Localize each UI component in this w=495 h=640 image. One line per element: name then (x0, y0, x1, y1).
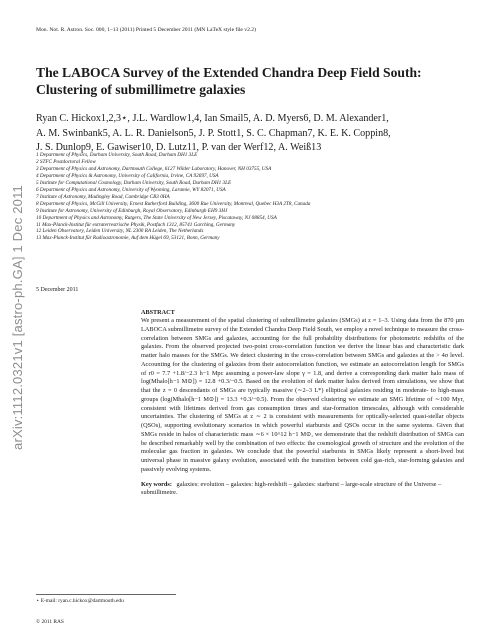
affiliation-2: 2 STFC Postdoctoral Fellow (36, 158, 96, 165)
affiliation-12: 12 Leiden Observatory, Leiden University, NL 2300 RA Leiden, The Netherlands (36, 228, 204, 235)
authors-line-2: A. M. Swinbank5, A. L. R. Danielson5, J. P. Stott1, S. C. Chapman7, K. E. K. Coppin8, (36, 127, 391, 139)
abstract-section (141, 309, 464, 498)
authors-line-1: Ryan C. Hickox1,2,3⋆, J.L. Wardlow1,4, Ian Smail5, A. D. Myers6, D. M. Alexander1, (36, 113, 389, 124)
keywords-text: galaxies: evolution – galaxies: high-redshift – galaxies: starburst – large-scale structure of the Universe – submillimetre. (141, 480, 442, 497)
abstract-body: We present a measurement of the spatial clustering of submillimetre galaxies (SMGs) at z = 1–3. Using data from the 870 µm LABOCA submillimetre survey of the Extended Chandra Deep Field South, we employ a novel technique to measure the cross-correlation between SMGs and galaxies, accounting for the full probability distributions for photometric redshifts of the galaxies. From the observed projected two-point cross-correlation function we derive the linear bias and characteristic dark matter halo masses for the SMGs. We detect clustering in the cross-correlation between SMGs and galaxies at the > 4σ level. Accounting for the clustering of galaxies from their autocorrelation function, we estimate an autocorrelation length for SMGs of r0 = 7.7 +1.8/−2.3 h−1 Mpc assuming a power-law slope γ = 1.8, and derive a corresponding dark matter halo mass of log(Mhalo[h−1 M⊙]) = 12.8 +0.3/−0.5. Based on the evolution of dark matter halos derived from simulations, we show that that the z = 0 descendants of SMGs are typically massive (∼2–3 L*) elliptical galaxies residing in moderate- to high-mass groups (log(Mhalo[h−1 M⊙]) = 13.3 +0.3/−0.5). From the observed clustering we estimate an SMG lifetime of ∼100 Myr, consistent with lifetimes derived from gas consumption times and star-formation timescales, although with considerable uncertainties. The clustering of SMGs at z ∼ 2 is consistent with measurements for optically-selected quasi-stellar objects (QSOs), supporting evolutionary scenarios in which powerful starbursts and QSOs occur in the same systems. Given that SMGs reside in halos of characteristic mass ∼6 × 10^12 h−1 M⊙, we demonstrate that the redshift distribution of SMGs can be described remarkably well by the combination of two effects: the cosmological growth of structure and the evolution of the molecular gas fraction in galaxies. We conclude that the powerful starbursts in SMGs likely represent a short-lived but universal phase in massive galaxy evolution, associated with the transition between cold gas-rich, star-forming galaxies and passively evolving systems. (141, 317, 464, 473)
affiliation-11: 11 Max-Planck-Institut für extraterrestrische Physik, Postfach 1312, 85741 Garching, Germany (36, 221, 236, 228)
publication-date: 5 December 2011 (36, 287, 79, 293)
affiliation-1: 1 Department of Physics, Durham University, South Road, Durham DH1 3LE (36, 152, 198, 158)
affiliation-4: 4 Department of Physics & Astronomy, University of California, Irvine, CA 92697, USA (36, 172, 219, 179)
footnote-rule (36, 594, 176, 595)
affiliation-5: 5 Institute for Computational Cosmology, Durham University, South Road, Durham DH1 3LE (36, 179, 232, 186)
affiliation-3: 3 Department of Physics and Astronomy, Dartmouth College, 6127 Wilder Laboratory, Hanover, NH 03755, USA (36, 165, 272, 172)
keywords (141, 481, 464, 498)
affiliation-8: 8 Department of Physics, McGill University, Ernest Rutherford Building, 3600 Rue University, Montreal, Quebec H3A 2T8, Canada (36, 200, 311, 207)
affiliation-6: 6 Department of Physics and Astronomy, University of Wyoming, Laramie, WY 82071, USA (36, 186, 226, 193)
affiliation-13: 13 Max-Planck-Institut für Radioastronomie, Auf dem Hügel 69, 53121, Bonn, Germany (36, 235, 220, 242)
title-line-1: The LABOCA Survey of the Extended Chandra Deep Field South: (36, 65, 422, 80)
affiliation-10: 10 Department of Physics and Astronomy, Rutgers, The State University of New Jersey, Piscataway, NJ 08854, USA (36, 214, 277, 221)
affiliation-9: 9 Institute for Astronomy, University of Edinburgh, Royal Observatory, Edinburgh EH9 3HJ (36, 207, 228, 214)
footnote-email: ⋆ E-mail: ryan.c.hickox@dartmouth.edu (36, 598, 124, 604)
affiliation-list (36, 152, 466, 242)
title-line-2: Clustering of submillimetre galaxies (36, 82, 246, 97)
running-head: Mon. Not. R. Astron. Soc. 000, 1–13 (2011) Printed 5 December 2011 (MN LaTeX style file v2.2) (36, 27, 256, 33)
copyright-notice: © 2011 RAS (36, 619, 64, 625)
affiliation-7: 7 Institute of Astronomy, Madingley Road, Cambridge CB3 0HA (36, 193, 170, 200)
arxiv-stamp (4, 150, 30, 485)
authors-line-3: J. S. Dunlop9, E. Gawiser10, D. Lutz11, P. van der Werf12, A. Weiß13 (36, 142, 322, 153)
author-list (36, 112, 466, 156)
keywords-label: Key words: (141, 480, 172, 488)
paper-title (36, 64, 466, 98)
abstract-heading: ABSTRACT (141, 309, 175, 316)
arxiv-identifier: arXiv:1112.0321v1 [astro-ph.GA] 1 Dec 2011 (9, 185, 25, 450)
